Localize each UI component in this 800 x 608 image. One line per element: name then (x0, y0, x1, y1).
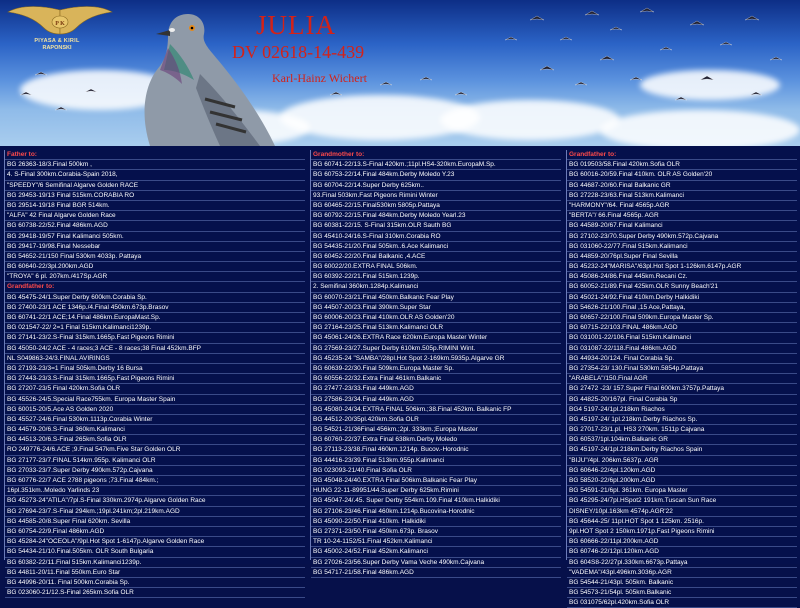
result-line: BG 27472 -23/ 157.Super Final 600km.3757p.Pattaya (567, 384, 797, 394)
result-line: BG 60741-22/1 ACE;14.Final 486km.EuropaMast.Sp. (5, 313, 305, 323)
result-line: BG 44579-20/6.S-Final 360km.Kalimanci (5, 425, 305, 435)
result-line: BG 27026-23/56.Super Derby Vama Veche 490km.Cajvana (311, 558, 561, 568)
result-line: BG 031075/62pl.420km.Sofia OLR (567, 598, 797, 608)
section-heading: Father to: (5, 150, 305, 160)
result-line: BG 45048-24/40.EXTRA Final 506km.Balkanic Fear Play (311, 476, 561, 486)
result-line: BG 023093-21/40.Final Sofia OLR (311, 466, 561, 476)
result-line: "ARABELA"/150.Final AGR (567, 374, 797, 384)
result-line: BG 60465-22/15.Final530km 5805p.Pattaya (311, 201, 561, 211)
result-line: BG 45080-24/34.EXTRA FINAL 506km.;38.Final 452km. Balkanic FP (311, 405, 561, 415)
result-line: BG 45197-24/ 1pl.218km.Derby Riachos Sp. (567, 415, 797, 425)
result-line: 9pl.HOT Spot 2 150km.1971p.Fast Pigeons Rimini (567, 527, 797, 537)
result-line: BG 60640-22/3pl.200km.AGD (5, 262, 305, 272)
result-line: BG 45002-24/52.Final 452km.Kalimanci (311, 547, 561, 557)
grandfather-results-column (566, 150, 797, 607)
result-line: BG 60738-22/52.Final 486km.AGD (5, 221, 305, 231)
result-line: BG 44859-20/76pl.Super Final Sevilla (567, 252, 797, 262)
result-line: RO 249776-24/6.ACE ;9.Final 547km.Five Star Golden OLR (5, 445, 305, 455)
result-line: BG 54573-21/54pl. 505km.Balkanic (567, 588, 797, 598)
result-line: BG 27017-23/1.pl. HS3 270km. 1511p Cajvana (567, 425, 797, 435)
result-line: BG 44589-20/67.Final Kalimanci (567, 221, 797, 231)
result-line: BG 60556-22/32.Extra Final 461km.Balkanic (311, 374, 561, 384)
result-line: BG 031060-22/77.Final 515km.Kalimanci (567, 242, 797, 252)
result-line: BG 60382-22/11.Final 515km.Kalimanci1239p. (5, 558, 305, 568)
result-line: BG 60537/1pl.104km.Balkanic GR (567, 435, 797, 445)
result-line: BG 45232-24"MARISA"/63pl.Hot Spot 1-126km.6147p.AGR (567, 262, 797, 272)
result-line: BG 45050-24/2 ACE - 4 races;3 ACE - 8 races;38 Final 452km.BFP (5, 344, 305, 354)
result-line: BG 29418-19/57 Final Kalimanci 505km. (5, 232, 305, 242)
result-line: BG 44811-20/11.Final 550km.Euro Star (5, 568, 305, 578)
result-line: BG 29417-19/98.Final Nessebar (5, 242, 305, 252)
result-line: BG 60666-22/11pl.200km.AGD (567, 537, 797, 547)
result-line: BG 27694-23/7.S-Final 294km.;19pl.241km;2pl.219km.AGD (5, 507, 305, 517)
result-line: TR 10-24-1152/51.Final 452km.Kalimanci (311, 537, 561, 547)
result-line: BG 54626-21/100.Final ,15 Ace,Pattaya, (567, 303, 797, 313)
result-line: BG 27228-23/63.Final 513km.Kalimanci (567, 191, 797, 201)
logo-text-line2: RAPONSKI (42, 45, 72, 51)
result-line: BG 44996-20/11. Final 500km.Corabia Sp. (5, 578, 305, 588)
result-line: BG 27106-23/46.Final 460km.1214p.Bucovina-Horodnic (311, 507, 561, 517)
result-line: BG 44512-20/35pl.420km.Sofia OLR (311, 415, 561, 425)
result-line: BG 60452-22/20.Final Balkanic ,4.ACE (311, 252, 561, 262)
result-line: BG 29453-19/13 Final 515km.CORABIA RO (5, 191, 305, 201)
result-line: BG 44507-20/23.Final 390km.Super Star (311, 303, 561, 313)
result-line: BG 27193-23/3=1 Final 505km.Derby 16 Bursa (5, 364, 305, 374)
result-line: BG 27177-23/7.FINAL 514km.955p. Kalimanci OLR (5, 456, 305, 466)
result-line: BG 60022/20.EXTRA FINAL 506km. (311, 262, 561, 272)
result-line: BG 023060-21/12.S-Final 265km.Sofia OLR (5, 588, 305, 598)
result-line: BG 60776-22/7 ACE 2788 pigeons ;73.Final 484km.; (5, 476, 305, 486)
grandmother-results-column (310, 150, 561, 576)
result-line: BG 60760-22/37.Extra Final 638km.Derby Moledo (311, 435, 561, 445)
result-line: BG 60753-22/14.Final 484km.Derby Moledo Y.23 (311, 170, 561, 180)
result-line: BG 60704-22/14.Super Derby 625km.. (311, 181, 561, 191)
result-line: "VADEMA"/43pl.496km.3036p.AGR (567, 568, 797, 578)
result-line: BG 60070-23/21.Final 450km.Balkanic Fear Play (311, 293, 561, 303)
result-line: BG 27102-23/70.Super Derby 490km.572p.Cajvana (567, 232, 797, 242)
result-line: BG 60381-22/15. S-Final 315km.OLR Sauth BG (311, 221, 561, 231)
result-line: BG 44825-20/167pl. Final Corabia Sp (567, 395, 797, 405)
result-line: BG 45527-24/6.Final 530km.1113p.Corabia Winter (5, 415, 305, 425)
result-line: "ALFA" 42 Final Algarve Golden Race (5, 211, 305, 221)
result-line: "BERTA"/ 66.Final 4565p. AGR (567, 211, 797, 221)
result-line: BG 60639-22/30.Final 509km.Europa Master Sp. (311, 364, 561, 374)
result-line: BG 58520-22/6pl.200km.AGD (567, 476, 797, 486)
result-line: BG 031087-22/118.Final 486km.AGD (567, 344, 797, 354)
result-line: BG 60015-20/5.Ace AS Golden 2020 (5, 405, 305, 415)
result-line: BG 60741-22/13.S-Final 420km.;11pl.HS4-320km.EuropaM.Sp. (311, 160, 561, 170)
pigeon-name-title: JULIA (256, 10, 336, 40)
result-line: BG 27033-23/7.Super Derby 490km.572p.Cajvana (5, 466, 305, 476)
result-line: BG 60746-22/12pl.120km.AGD (567, 547, 797, 557)
result-line: BG 54652-21/150 Final 530km 4033p. Pattaya (5, 252, 305, 262)
result-line: BG 44416-23/39.Final 513km.955p.Kalimanci (311, 456, 561, 466)
result-line: HUNG 22-11-89951/44.Super Derby 625km.Rimini (311, 486, 561, 496)
result-line: 93.Final 503km.Fast Pigeons Rimini Winter (311, 191, 561, 201)
result-line: BG4 5197-24/1pl.218km Riachos (567, 405, 797, 415)
result-line: BG 44513-20/6.S-Final 265km.Sofia OLR (5, 435, 305, 445)
result-line: BG 27354-23/ 130.Final 530km.5854p.Pattaya (567, 364, 797, 374)
result-line: BG 29514-19/18 Final BGR 514km. (5, 201, 305, 211)
result-line: 2. Semifinal 360km.1284p.Kalimanci (311, 282, 561, 292)
result-line: BG 45475-24/1.Super Derby 600km.Corabia Sp. (5, 293, 305, 303)
result-line: BG 45644-25/ 11pl.HOT Spot 1 125km. 2516p. (567, 517, 797, 527)
ring-number: DV 02618-14-439 (232, 42, 365, 62)
result-line: BG 45295-24/7pl.HSpot2 191km.Tuscan Sun Race (567, 496, 797, 506)
result-line: BG 27443-23/3.S-Final 315km.1665p.Fast Pigeons Rimini (5, 374, 305, 384)
result-line: BG 60657-22/100.Final 509km.Europa Master Sp. (567, 313, 797, 323)
result-line: BG 60792-22/15.Final 484km.Derby Moledo Yearl.23 (311, 211, 561, 221)
section-heading: Grandmother to: (311, 150, 561, 160)
result-line: BG 60016-20/59.Final 410km. OLR AS Golden'20 (567, 170, 797, 180)
result-line: BG 27586-23/34.Final 449km.AGD (311, 395, 561, 405)
result-line: BG 45526-24/5.Special Race755km. Europa Master Spain (5, 395, 305, 405)
pigeon-photo-icon (110, 4, 275, 146)
results-area (0, 146, 800, 607)
header-banner (0, 0, 800, 146)
result-line: BG 54591-21/6pl. 361km. Europa Master (567, 486, 797, 496)
result-line: BG 54434-21/10.Final.505km. OLR South Bulgaria (5, 547, 305, 557)
result-line: BG 45021-24/92.Final 410km.Derby Halkidiki (567, 293, 797, 303)
result-line: BG 27569-23/27.Super Derby 610km.505p.RIMINI Wint. (311, 344, 561, 354)
result-line: BG 45197-24/1pl.218km.Derby Riachos Spain (567, 445, 797, 455)
father-results-column (4, 150, 305, 597)
svg-text:P K: P K (55, 21, 65, 27)
result-line: BG 27164-23/25.Final 513km.Kalimanci OLR (311, 323, 561, 333)
result-line: BG 45047-24/.45. Super Derby 554km.109.Final 410km.Halkidiki (311, 496, 561, 506)
result-line: BG 27207-23/5 Final 420km.Sofia OLR (5, 384, 305, 394)
result-line: BG 27141-23/2.S-Final 315km.1665p.Fast Pigeons Rimini (5, 333, 305, 343)
result-line: BG 27477-23/33.Final 449km.AGD (311, 384, 561, 394)
result-line: BG 45284-24"OCEOLA"/9pl.Hot Spot 1-6147p.Algarve Golden Race (5, 537, 305, 547)
logo-icon (4, 4, 116, 68)
result-line: NL S049863-24/3.FINAL AVIRINGS (5, 354, 305, 364)
result-line: "BIJU"/4pl. 206km.5637p. AGR (567, 456, 797, 466)
result-line: BG 45273-24"ATILA"/7pl.S-Final 330km.2974p.Algarve Golden Race (5, 496, 305, 506)
result-line: BG 27113-23/38.Final 460km.1214p. Bucov.-Horodnic (311, 445, 561, 455)
section-heading: Grandfather to: (5, 282, 305, 292)
result-line: BG 54544-21/43pl. 505km. Balkanic (567, 578, 797, 588)
result-line: BG 60052-21/89.Final 425km.OLR Sunny Beach'21 (567, 282, 797, 292)
result-line: DISNEY/10pl.163km 4574p.AGR'22 (567, 507, 797, 517)
result-line: BG 021547-22/ 2=1 Final 515km.Kalimanci1239p. (5, 323, 305, 333)
result-line: BG 604S8-22/27pl.330km.6673p.Pattaya (567, 558, 797, 568)
result-line: BG 54717-21/58.Final 486km.AGD (311, 568, 561, 578)
result-line: BG 031001-22/106.Final 515km.Kalimanci (567, 333, 797, 343)
result-line: BG 44585-20/8.Super Final 620km. Sevilla (5, 517, 305, 527)
result-line: BG 27371-23/50.Final 450km.673p. Brasov (311, 527, 561, 537)
result-line: "SPEEDY"/6 Semifinal Algarve Golden RACE (5, 181, 305, 191)
section-heading: Grandfather to: (567, 150, 797, 160)
result-line: BG 60646-22/4pl.120km.AGD (567, 466, 797, 476)
result-line: BG 45086-24/86.Final 445km.Recani Cz. (567, 272, 797, 282)
result-line: BG 45235-24 "SAMBA"/28pl.Hot Spot 2-169km.5935p.Algarve GR (311, 354, 561, 364)
result-line: BG 27400-23/1 ACE 1346p./4.Final 450km.673p.Brasov (5, 303, 305, 313)
result-line: BG 26363-18/3.Final 500km , (5, 160, 305, 170)
result-line: BG 54435-21/20.Final 505km..6.Ace Kalimanci (311, 242, 561, 252)
result-line: BG 44934-20/124. Final Corabia Sp. (567, 354, 797, 364)
result-line: BG 60392-22/21.Final 515km.1239p. (311, 272, 561, 282)
result-line: BG 019503/58.Final 420km.Sofia OLR (567, 160, 797, 170)
result-line: BG 60006-20/23.Final 410km.OLR AS Golden'20 (311, 313, 561, 323)
result-line: "HARMONY"/64. Final 4565p.AGR (567, 201, 797, 211)
result-line: BG 60754-22/9.Final 486km.AGD (5, 527, 305, 537)
result-line: BG 44687-20/60.Final Balkanic GR (567, 181, 797, 191)
result-line: BG 45090-22/50.Final 410km. Halkidiki (311, 517, 561, 527)
breeder-name: Karl-Hainz Wichert (272, 71, 367, 85)
result-line: 4. S-Final 300km.Corabia-Spain 2018, (5, 170, 305, 180)
result-line: "TROYA" 6 pl. 207km./417Sp.AGR (5, 272, 305, 282)
result-line: BG 45410-24/16.S-Final 310km.Corabia RO (311, 232, 561, 242)
result-line: BG 54521-21/36Final 456km.;2pl. 333km.;Europa Master (311, 425, 561, 435)
result-line: 16pl.351km..Moledo Yarlinds 23 (5, 486, 305, 496)
result-line: BG 60715-22/103.FINAL 486km.AGD (567, 323, 797, 333)
result-line: BG 45061-24/26.EXTRA Race 620km.Europa Master Winter (311, 333, 561, 343)
logo-text-line1: PIYASA & KIRIL (34, 38, 80, 44)
